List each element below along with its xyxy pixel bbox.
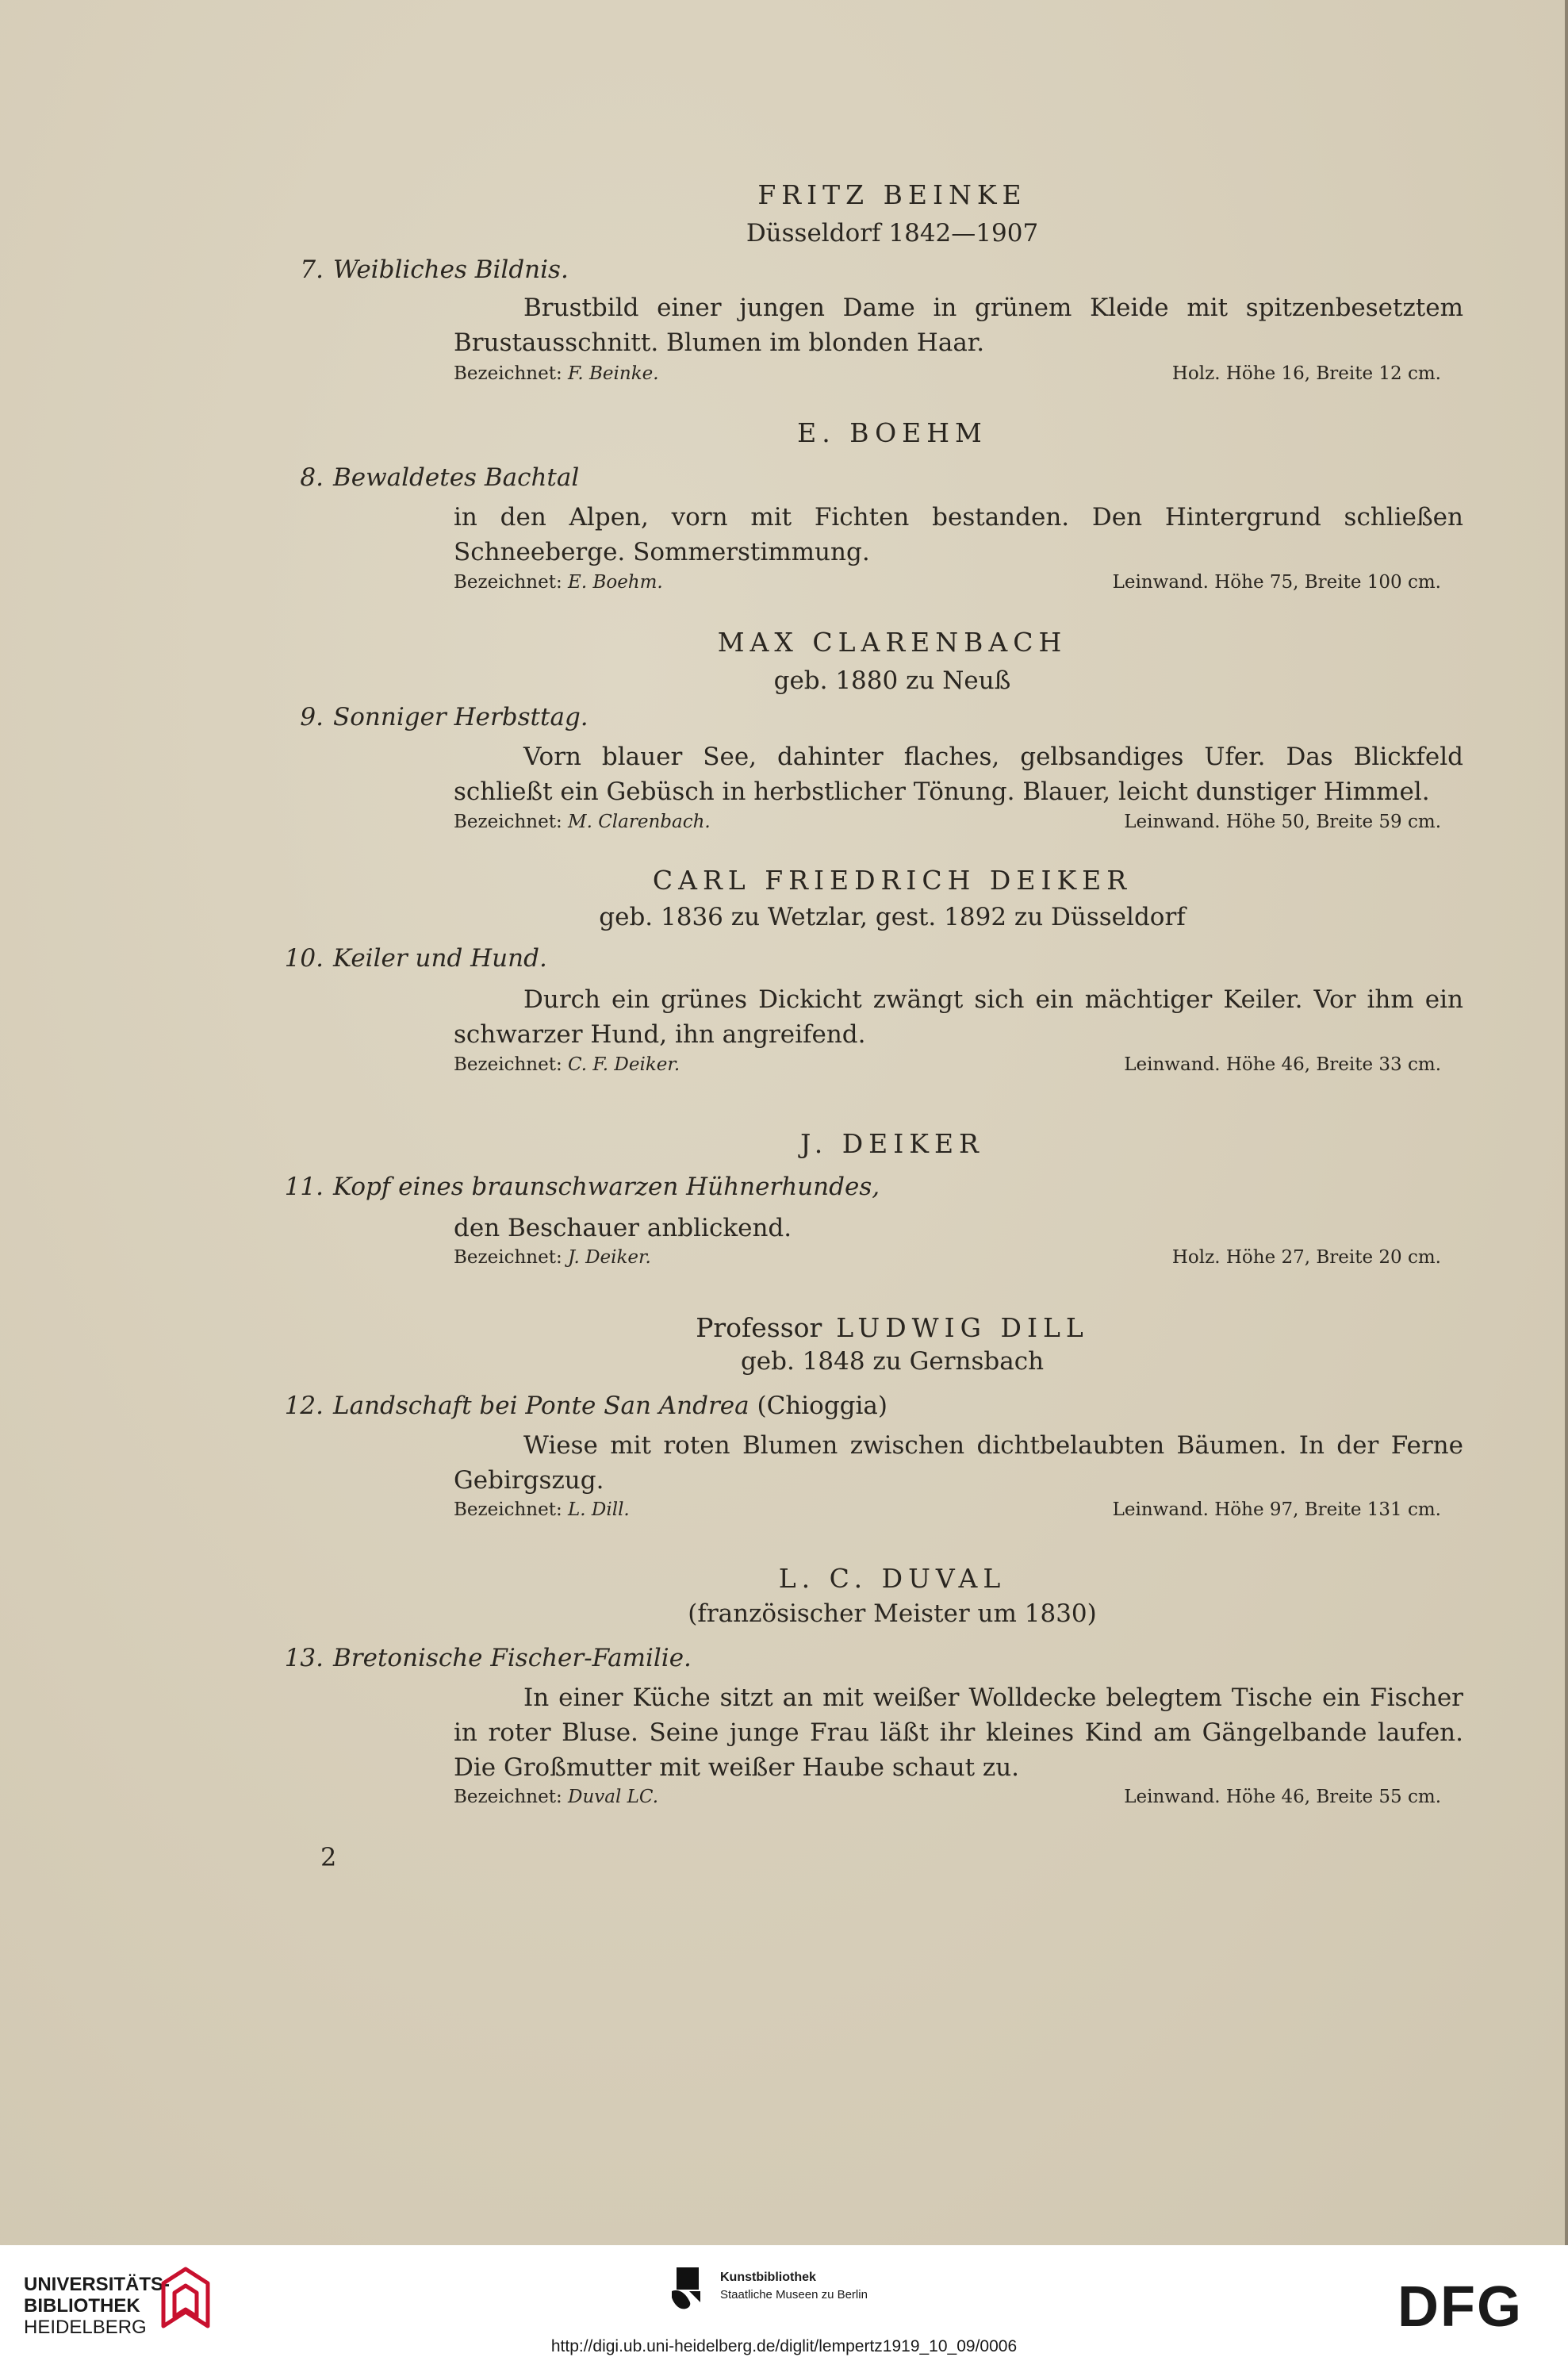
artwork-meta — [454, 1054, 1441, 1075]
artist-title-prefix: Professor — [696, 1312, 822, 1343]
artwork-description: Brustbild einer jungen Dame in grünem Kleide mit spitzenbesetztem Brustausschnitt. Blumen im blonden Haar. — [454, 294, 1463, 357]
artist-dates: geb. 1848 zu Gernsbach — [740, 1347, 1045, 1376]
medium-dimensions: Holz. Höhe 27, Breite 20 cm. — [1171, 1247, 1441, 1268]
footer-bar — [0, 2245, 1568, 2361]
lot-number: 7. — [300, 255, 324, 284]
page-number: 2 — [320, 1842, 337, 1872]
artwork-meta — [454, 1247, 1441, 1268]
artist-dates: Düsseldorf 1842—1907 — [746, 219, 1039, 248]
artwork-title-text: Sonniger Herbsttag. — [333, 703, 588, 731]
artwork-title — [279, 463, 579, 492]
artwork-title-text: Weibliches Bildnis. — [333, 255, 569, 284]
signature: Bezeichnet: F. Beinke. — [454, 363, 659, 384]
artist-name: CARL FRIEDRICH DEIKER — [652, 865, 1133, 896]
artwork-title-text: Bewaldetes Bachtal — [333, 463, 580, 492]
signature: Bezeichnet: J. Deiker. — [454, 1247, 651, 1268]
artwork-title — [279, 255, 569, 284]
artwork-description: In einer Küche sitzt an mit weißer Wolldecke belegtem Tische ein Fischer in roter Bluse. Seine junge Frau läßt ihr kleines Kind am Gängelbande laufen. Die Großmutter mit weißer Haube schaut zu. — [454, 1683, 1463, 1782]
artist-name: FRITZ BEINKE — [757, 179, 1027, 210]
medium-dimensions: Holz. Höhe 16, Breite 12 cm. — [1171, 363, 1441, 384]
artwork-description: Vorn blauer See, dahinter flaches, gelbsandiges Ufer. Das Blickfeld schließt ein Gebüsch in herbstlicher Tönung. Blauer, leicht dunstiger Himmel. — [454, 743, 1463, 806]
artwork-title-text: Keiler und Hund. — [333, 944, 547, 973]
artwork-title — [279, 944, 547, 973]
artwork-description: den Beschauer anblickend. — [454, 1214, 792, 1242]
dfg-logo: DFG — [1397, 2275, 1523, 2339]
lot-number: 11. — [284, 1173, 324, 1201]
medium-dimensions: Leinwand. Höhe 97, Breite 131 cm. — [1112, 1499, 1441, 1520]
kunstbibliothek-text: Kunstbibliothek Staatliche Museen zu Berlin — [720, 2271, 868, 2301]
ub-heidelberg-wordmark: UNIVERSITÄTS- BIBLIOTHEK HEIDELBERG — [24, 2274, 171, 2338]
artwork-description: Wiese mit roten Blumen zwischen dichtbelaubten Bäumen. In der Ferne Gebirgszug. — [454, 1431, 1463, 1495]
artist-dates: geb. 1880 zu Neuß — [773, 666, 1011, 695]
signature: Bezeichnet: L. Dill. — [454, 1499, 630, 1520]
artist-name: L. C. DUVAL — [778, 1563, 1006, 1594]
signature: Bezeichnet: M. Clarenbach. — [454, 812, 711, 832]
medium-dimensions: Leinwand. Höhe 75, Breite 100 cm. — [1112, 572, 1441, 593]
artwork-description: Durch ein grünes Dickicht zwängt sich ein mächtiger Keiler. Vor ihm ein schwarzer Hund, ihn angreifend. — [454, 985, 1463, 1049]
artwork-title-extra: (Chioggia) — [757, 1392, 888, 1420]
signature: Bezeichnet: C. F. Deiker. — [454, 1054, 680, 1075]
permalink-url[interactable]: http://digi.ub.uni-heidelberg.de/diglit/lempertz1919_10_09/0006 — [550, 2337, 1018, 2355]
artist-name: J. DEIKER — [800, 1128, 984, 1159]
signature: Bezeichnet: Duval LC. — [454, 1787, 659, 1807]
artwork-title-text: Kopf eines braunschwarzen Hühnerhundes, — [333, 1173, 880, 1201]
artwork-title — [279, 1173, 880, 1201]
artwork-meta — [454, 572, 1441, 593]
signature: Bezeichnet: E. Boehm. — [454, 572, 663, 593]
artwork-meta — [454, 812, 1441, 832]
artist-dates: (französischer Meister um 1830) — [688, 1599, 1097, 1628]
artwork-meta — [454, 1499, 1441, 1520]
ub-heidelberg-logo-icon — [157, 2261, 214, 2334]
artwork-description: in den Alpen, vorn mit Fichten bestanden. Den Hintergrund schließen Schneeberge. Sommerstimmung. — [454, 503, 1463, 566]
medium-dimensions: Leinwand. Höhe 46, Breite 33 cm. — [1124, 1054, 1441, 1075]
artwork-title-text: Bretonische Fischer-Familie. — [333, 1644, 692, 1672]
medium-dimensions: Leinwand. Höhe 46, Breite 55 cm. — [1124, 1787, 1441, 1807]
lot-number: 13. — [284, 1644, 324, 1672]
lot-number: 12. — [284, 1392, 324, 1420]
artist-dates: geb. 1836 zu Wetzlar, gest. 1892 zu Düsseldorf — [599, 903, 1186, 931]
medium-dimensions: Leinwand. Höhe 50, Breite 59 cm. — [1124, 812, 1441, 832]
artist-name: MAX CLARENBACH — [717, 627, 1068, 658]
artwork-title — [279, 1392, 888, 1420]
artist-name-text: LUDWIG DILL — [836, 1312, 1089, 1343]
artwork-title — [279, 1644, 692, 1672]
lot-number: 9. — [300, 703, 324, 731]
artist-name: E. BOEHM — [797, 417, 987, 448]
artwork-title — [279, 703, 588, 731]
artwork-title-text: Landschaft bei Ponte San Andrea — [333, 1392, 749, 1420]
artist-name — [0, 1312, 1568, 1343]
artwork-meta — [454, 1787, 1441, 1807]
lot-number: 8. — [300, 463, 324, 492]
kunstbibliothek-logo-icon — [669, 2267, 707, 2312]
artwork-meta — [454, 363, 1441, 384]
lot-number: 10. — [284, 944, 324, 973]
